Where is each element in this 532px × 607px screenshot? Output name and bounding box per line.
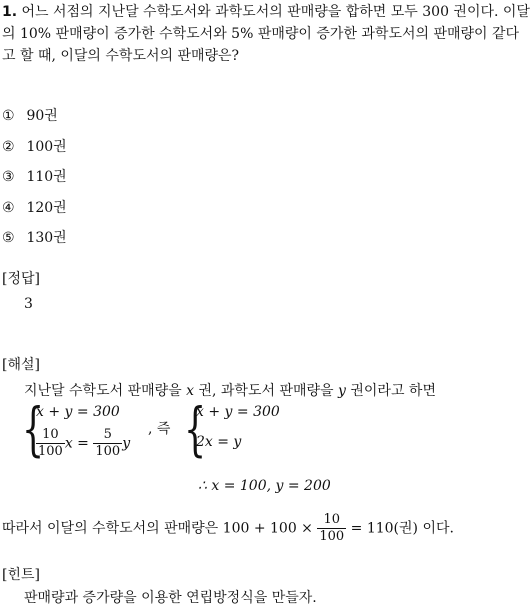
fraction	[36, 427, 65, 460]
system2-line1: x + y = 300	[196, 404, 280, 420]
option-5[interactable]	[2, 227, 67, 247]
answer-heading: [정답]	[2, 271, 40, 287]
intro-text: 지난달 수학도서 판매량을	[24, 383, 187, 399]
option-label: 120권	[26, 200, 67, 216]
explanation-result	[2, 512, 454, 545]
answer-value: 3	[24, 296, 33, 312]
connector-text: , 즉	[148, 421, 171, 437]
var-y: y	[338, 383, 346, 399]
hint-heading: [힌트]	[2, 567, 40, 583]
denominator: 100	[319, 529, 345, 544]
system1-line2	[36, 427, 130, 460]
explanation-intro	[24, 380, 436, 400]
question	[2, 1, 530, 67]
option-mark: ③	[2, 169, 15, 185]
equals: =	[72, 435, 94, 452]
hint-text: 판매량과 증가량을 이용한 연립방정식을 만들자.	[24, 590, 317, 606]
equation-system-1	[22, 395, 152, 464]
question-text: 어느 서점의 지난달 수학도서와 과학도서의 판매량을 합하면 모두 300 권이다. 이달의 10% 판매량이 증가한 수학도서와 5% 판매량이 증가한 과학도서의 판매량이 같다고 할 때, 이달의 수학도서의 판매량은?	[2, 4, 530, 64]
var: x	[64, 435, 73, 452]
option-mark: ②	[2, 139, 15, 155]
intro-text: 권이라고 하면	[345, 383, 436, 399]
result-text: 따라서 이달의 수학도서의 판매량은 100 + 100 ×	[2, 520, 318, 537]
option-label: 100권	[26, 139, 67, 155]
result-text: = 110(권) 이다.	[346, 520, 454, 537]
fraction	[93, 427, 122, 460]
question-number: 1.	[2, 4, 18, 20]
option-mark: ⑤	[2, 230, 15, 246]
numerator: 10	[323, 512, 341, 527]
denominator: 100	[38, 444, 63, 459]
option-label: 90권	[26, 108, 58, 124]
option-mark: ①	[2, 108, 15, 124]
numerator: 5	[103, 427, 112, 442]
left-brace: {	[184, 395, 207, 463]
var-x: x	[186, 383, 195, 399]
option-4[interactable]	[2, 197, 67, 217]
system1-line1: x + y = 300	[36, 404, 120, 420]
denominator: 100	[95, 444, 121, 459]
option-label: 110권	[26, 169, 67, 185]
option-mark: ④	[2, 200, 15, 216]
intro-text: 권, 과학도서 판매량을	[194, 383, 338, 399]
option-1[interactable]	[2, 105, 58, 125]
left-brace: {	[22, 395, 45, 463]
therefore-line: ∴ x = 100, y = 200	[198, 478, 331, 494]
fraction	[317, 512, 346, 545]
system2-line2: 2x = y	[196, 434, 242, 450]
option-label: 130권	[26, 230, 67, 246]
equation-system-2	[184, 395, 294, 464]
var: y	[122, 435, 131, 452]
explanation-heading: [해설]	[2, 357, 40, 373]
numerator: 10	[42, 427, 59, 442]
option-3[interactable]	[2, 166, 67, 186]
option-2[interactable]	[2, 136, 67, 156]
